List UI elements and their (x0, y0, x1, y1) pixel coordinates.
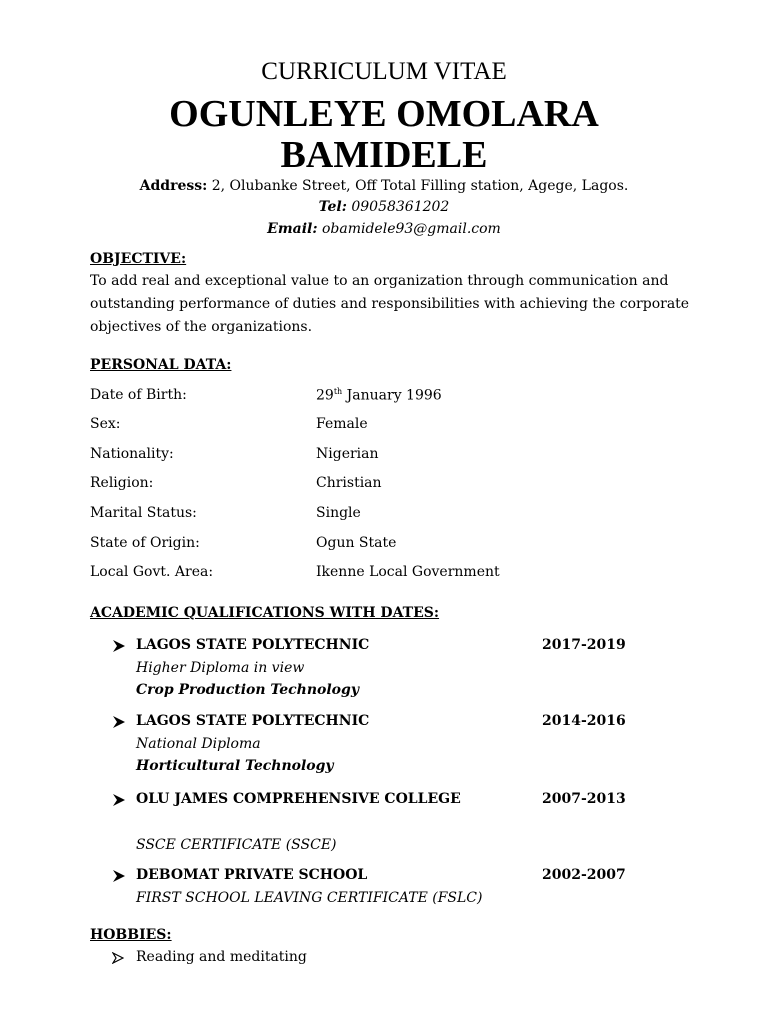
qualification-name: Higher Diploma in view (136, 660, 305, 676)
state-of-origin-label: State of Origin: (90, 535, 200, 551)
tel-label: Tel: (318, 199, 347, 215)
objective-line: To add real and exceptional value to an organization through communication and (90, 273, 669, 289)
email-value: obamidele93@gmail.com (321, 221, 501, 237)
email-label: Email: (267, 221, 318, 237)
address-value: 2, Olubanke Street, Off Total Filling station, Agege, Lagos. (211, 178, 629, 194)
nationality-label: Nationality: (90, 446, 174, 462)
arrowhead-bullet-icon (112, 869, 126, 883)
tel-value: 09058361202 (351, 199, 450, 215)
full-name (0, 94, 768, 176)
religion-label: Religion: (90, 475, 154, 491)
address-label: Address: (139, 178, 208, 194)
arrowhead-bullet-icon (112, 715, 126, 729)
hobbies-heading: HOBBIES: (90, 927, 172, 943)
course-name: Crop Production Technology (136, 682, 359, 698)
outline-arrowhead-bullet-icon (112, 952, 124, 964)
marital-status-label: Marital Status: (90, 505, 197, 521)
sex-label: Sex: (90, 416, 121, 432)
dob-ordinal: th (333, 387, 343, 396)
institution-name: OLU JAMES COMPREHENSIVE COLLEGE (136, 791, 461, 807)
full-name-line-2: BAMIDELE (280, 134, 488, 176)
qualification-dates: 2002-2007 (542, 867, 626, 883)
state-of-origin-value: Ogun State (316, 535, 397, 551)
full-name-line-1: OGUNLEYE OMOLARA (169, 93, 599, 135)
qualification-dates: 2017-2019 (542, 637, 626, 653)
hobby-item: Reading and meditating (136, 949, 307, 965)
email-line (0, 221, 768, 237)
objective-line: outstanding performance of duties and responsibilities with achieving the corporate (90, 296, 690, 312)
lga-label: Local Govt. Area: (90, 564, 214, 580)
objective-line: objectives of the organizations. (90, 319, 313, 335)
arrowhead-bullet-icon (112, 793, 126, 807)
institution-name: LAGOS STATE POLYTECHNIC (136, 713, 370, 729)
dob-label: Date of Birth: (90, 387, 187, 403)
address-line (0, 178, 768, 194)
objective-heading: OBJECTIVE: (90, 251, 187, 267)
sex-value: Female (316, 416, 368, 432)
qualification-name: National Diploma (136, 736, 261, 752)
qualification-name: SSCE CERTIFICATE (SSCE) (136, 837, 337, 853)
qualification-dates: 2007-2013 (542, 791, 626, 807)
dob-value (316, 387, 442, 404)
religion-value: Christian (316, 475, 382, 491)
lga-value: Ikenne Local Government (316, 564, 500, 580)
tel-line (0, 199, 768, 215)
objective-text (90, 270, 690, 339)
institution-name: LAGOS STATE POLYTECHNIC (136, 637, 370, 653)
dob-rest: January 1996 (346, 387, 442, 404)
qualification-name: FIRST SCHOOL LEAVING CERTIFICATE (FSLC) (136, 890, 483, 906)
marital-status-value: Single (316, 505, 361, 521)
institution-name: DEBOMAT PRIVATE SCHOOL (136, 867, 368, 883)
qualification-dates: 2014-2016 (542, 713, 626, 729)
personal-data-heading: PERSONAL DATA: (90, 357, 232, 373)
academic-heading: ACADEMIC QUALIFICATIONS WITH DATES: (90, 605, 440, 621)
nationality-value: Nigerian (316, 446, 379, 462)
arrowhead-bullet-icon (112, 639, 126, 653)
course-name: Horticultural Technology (136, 758, 334, 774)
document-title: CURRICULUM VITAE (261, 58, 507, 85)
dob-day: 29 (316, 387, 334, 404)
